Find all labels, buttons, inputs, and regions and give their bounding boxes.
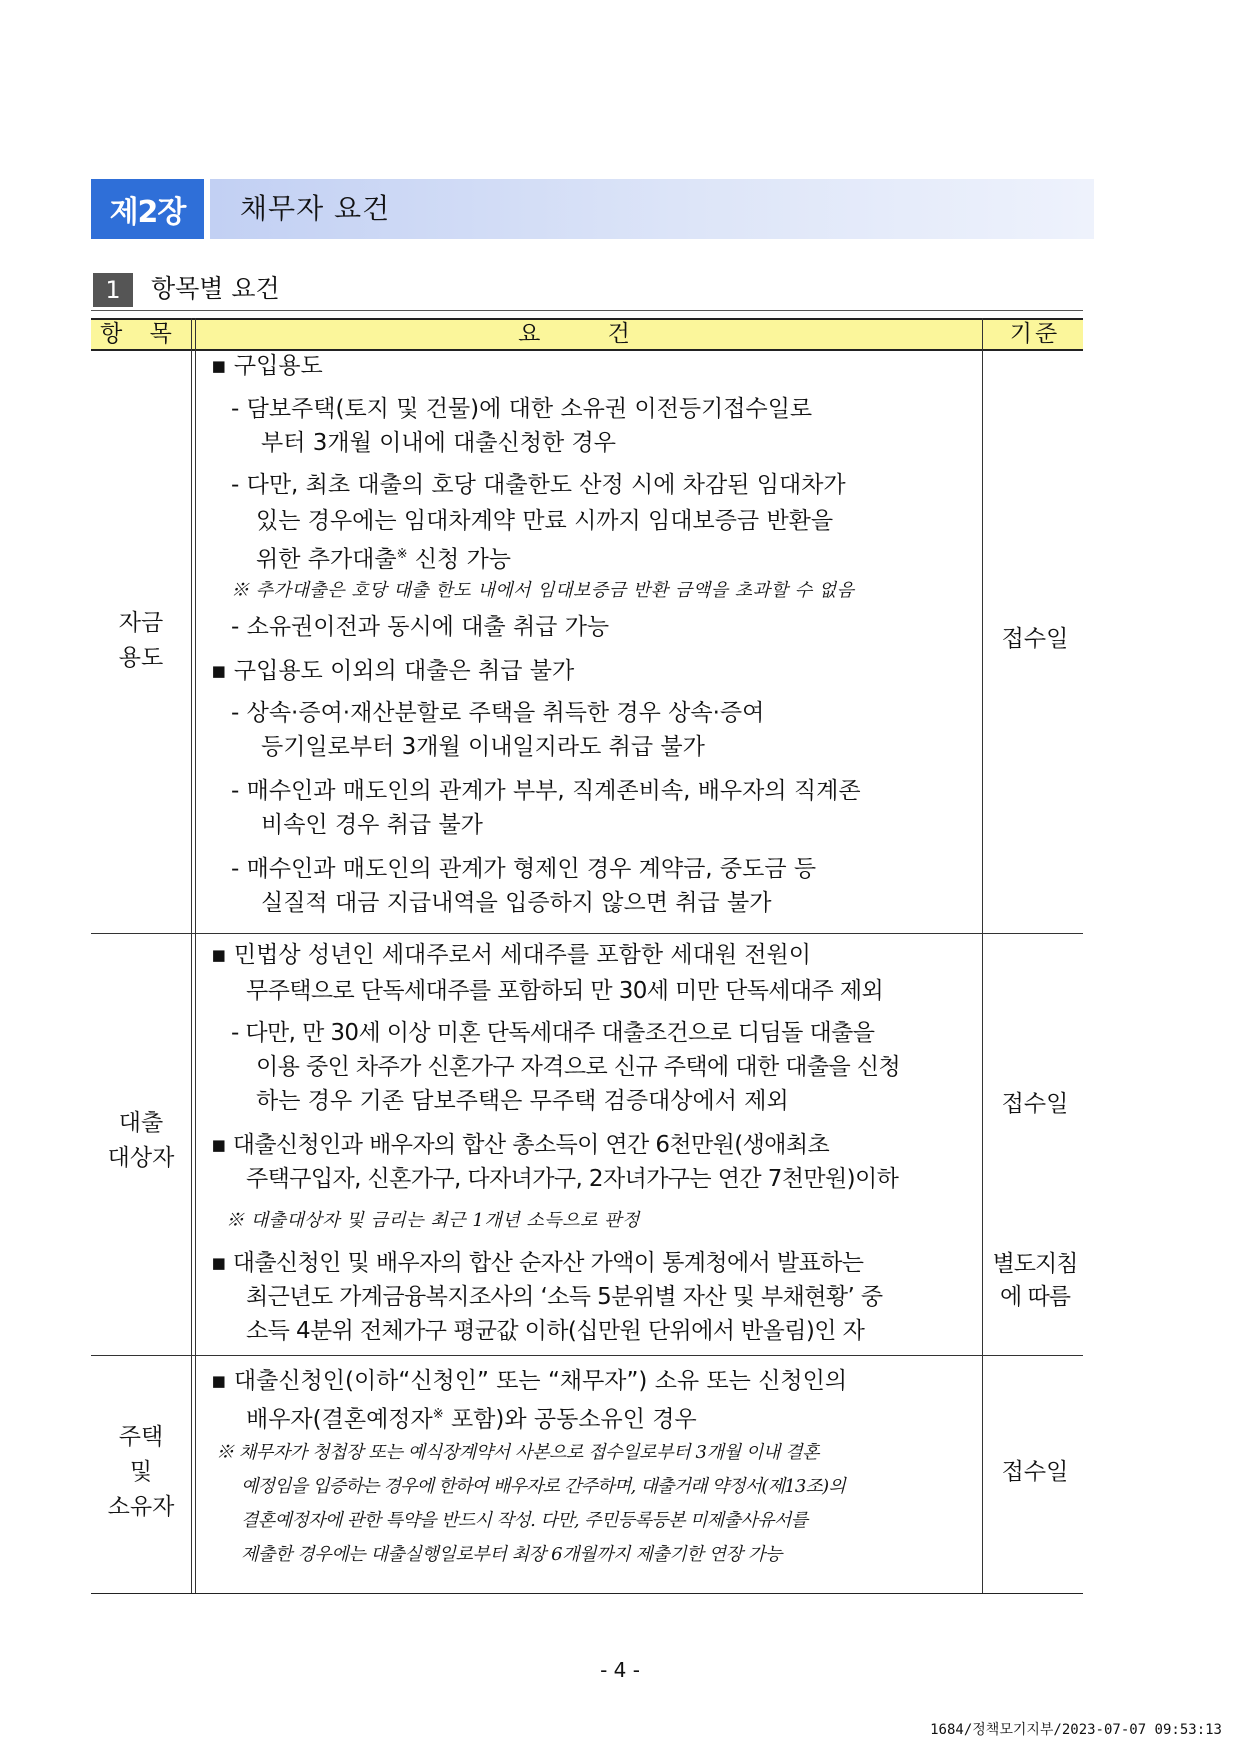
header-item: 항 목 [100,321,182,347]
list-item: ▪ 대출신청인(이하“신청인” 또는 “채무자”) 소유 또는 신청인의 [211,1368,848,1394]
list-item: - 매수인과 매도인의 관계가 부부, 직계존비속, 배우자의 직계존 [231,778,861,804]
page-number: - 4 - [600,1658,640,1682]
list-item: ▪ 구입용도 이외의 대출은 취급 불가 [211,658,575,684]
chapter-title-bar [210,179,1094,239]
list-item: 주택구입자, 신혼가구, 다자녀가구, 2자녀가구는 연간 7천만원)이하 [246,1166,899,1192]
note-line: ※ 대출대상자 및 금리는 최근 1개년 소득으로 판정 [226,1210,640,1231]
list-item: 하는 경우 기존 담보주택은 무주택 검증대상에서 제외 [256,1088,789,1114]
standard-cell: 접수일 [1001,1459,1069,1485]
category-cell [91,1106,191,1176]
category-label: 자금 [118,610,164,636]
category-label: 용도 [118,645,164,671]
list-item: 부터 3개월 이내에 대출신청한 경우 [261,430,616,456]
list-item: 실질적 대금 지급내역을 입증하지 않으면 취급 불가 [261,890,772,916]
row-divider [91,933,1083,934]
list-item: - 담보주택(토지 및 건물)에 대한 소유권 이전등기접수일로 [231,396,813,422]
note-line: ※ 추가대출은 호당 대출 한도 내에서 임대보증금 반환 금액을 초과할 수 없음 [231,580,855,601]
category-cell [91,1420,191,1525]
table-header-row [91,318,1083,351]
list-item: 최근년도 가계금융복지조사의 ‘소득 5분위별 자산 및 부채현황’ 중 [246,1284,883,1310]
text-span: 위한 추가대출 [256,546,397,573]
text-span: 신청 가능 [414,546,512,573]
footnote-mark: ※ [432,1407,444,1422]
section-header [91,270,1083,311]
list-item: ▪ 대출신청인과 배우자의 합산 총소득이 연간 6천만원(생애최초 [211,1132,830,1158]
category-label: 대상자 [107,1145,175,1171]
section-number: 1 [93,273,133,307]
list-item: - 매수인과 매도인의 관계가 형제인 경우 계약금, 중도금 등 [231,856,817,882]
standard-cell-secondary [987,1248,1083,1314]
list-item: 비속인 경우 취급 불가 [261,812,483,838]
list-item: 이용 중인 차주가 신혼가구 자격으로 신규 주택에 대한 대출을 신청 [256,1054,901,1080]
note-line: ※ 채무자가 청첩장 또는 예식장계약서 사본으로 접수일로부터 3개월 이내 결혼 [216,1442,820,1463]
standard-label: 별도지침 [992,1251,1078,1277]
list-item: ▪ 구입용도 [211,353,323,379]
list-item: - 다만, 만 30세 이상 미혼 단독세대주 대출조건으로 디딤돌 대출을 [231,1020,875,1046]
standard-cell: 접수일 [1001,626,1069,652]
header-standard: 기준 [1009,321,1061,347]
section-title: 항목별 요건 [151,274,280,303]
chapter-number: 제2장 [91,179,204,239]
chapter-title: 채무자 요건 [240,192,391,225]
list-item: 무주택으로 단독세대주를 포함하되 만 30세 미만 단독세대주 제외 [246,978,884,1004]
print-stamp: 1684/정책모기지부/2023-07-07 09:53:13 [930,1722,1222,1738]
list-item: 있는 경우에는 임대차계약 만료 시까지 임대보증금 반환을 [256,508,834,534]
table-bottom-border [91,1593,1083,1594]
category-label: 주택 [118,1424,164,1450]
list-item: ▪ 대출신청인 및 배우자의 합산 순자산 가액이 통계청에서 발표하는 [211,1250,864,1276]
header-requirement: 요 건 [518,321,660,347]
category-cell [91,606,191,676]
list-item: - 다만, 최초 대출의 호당 대출한도 산정 시에 차감된 임대차가 [231,472,846,498]
requirements-table [91,318,1083,1594]
footnote-mark: ※ [396,547,408,562]
list-item [246,1400,697,1435]
chapter-header [91,179,1094,239]
text-span: 포함)와 공동소유인 경우 [450,1406,697,1433]
column-divider [191,318,196,1594]
text-span: 배우자(결혼예정자 [246,1406,433,1433]
note-line: 결혼예정자에 관한 특약을 반드시 작성. 다만, 주민등록등본 미제출사유서를 [241,1510,808,1531]
list-item: - 상속·증여·재산분할로 주택을 취득한 경우 상속·증여 [231,700,765,726]
note-line: 제출한 경우에는 대출실행일로부터 최장 6개월까지 제출기한 연장 가능 [241,1544,782,1565]
list-item [256,540,511,575]
row-divider [91,1355,1083,1356]
list-item: 등기일로부터 3개월 이내일지라도 취급 불가 [261,734,705,760]
standard-cell: 접수일 [1001,1091,1069,1117]
list-item: 소득 4분위 전체가구 평균값 이하(십만원 단위에서 반올림)인 자 [246,1318,865,1344]
standard-label: 에 따름 [1000,1284,1070,1310]
list-item: - 소유권이전과 동시에 대출 취급 가능 [231,614,610,640]
category-label: 및 [129,1459,153,1485]
category-label: 대출 [118,1110,164,1136]
column-divider [982,318,983,1594]
category-label: 소유자 [107,1494,175,1520]
note-line: 예정임을 입증하는 경우에 한하여 배우자로 간주하며, 대출거래 약정서(제13조)의 [241,1476,845,1497]
list-item: ▪ 민법상 성년인 세대주로서 세대주를 포함한 세대원 전원이 [211,942,811,968]
